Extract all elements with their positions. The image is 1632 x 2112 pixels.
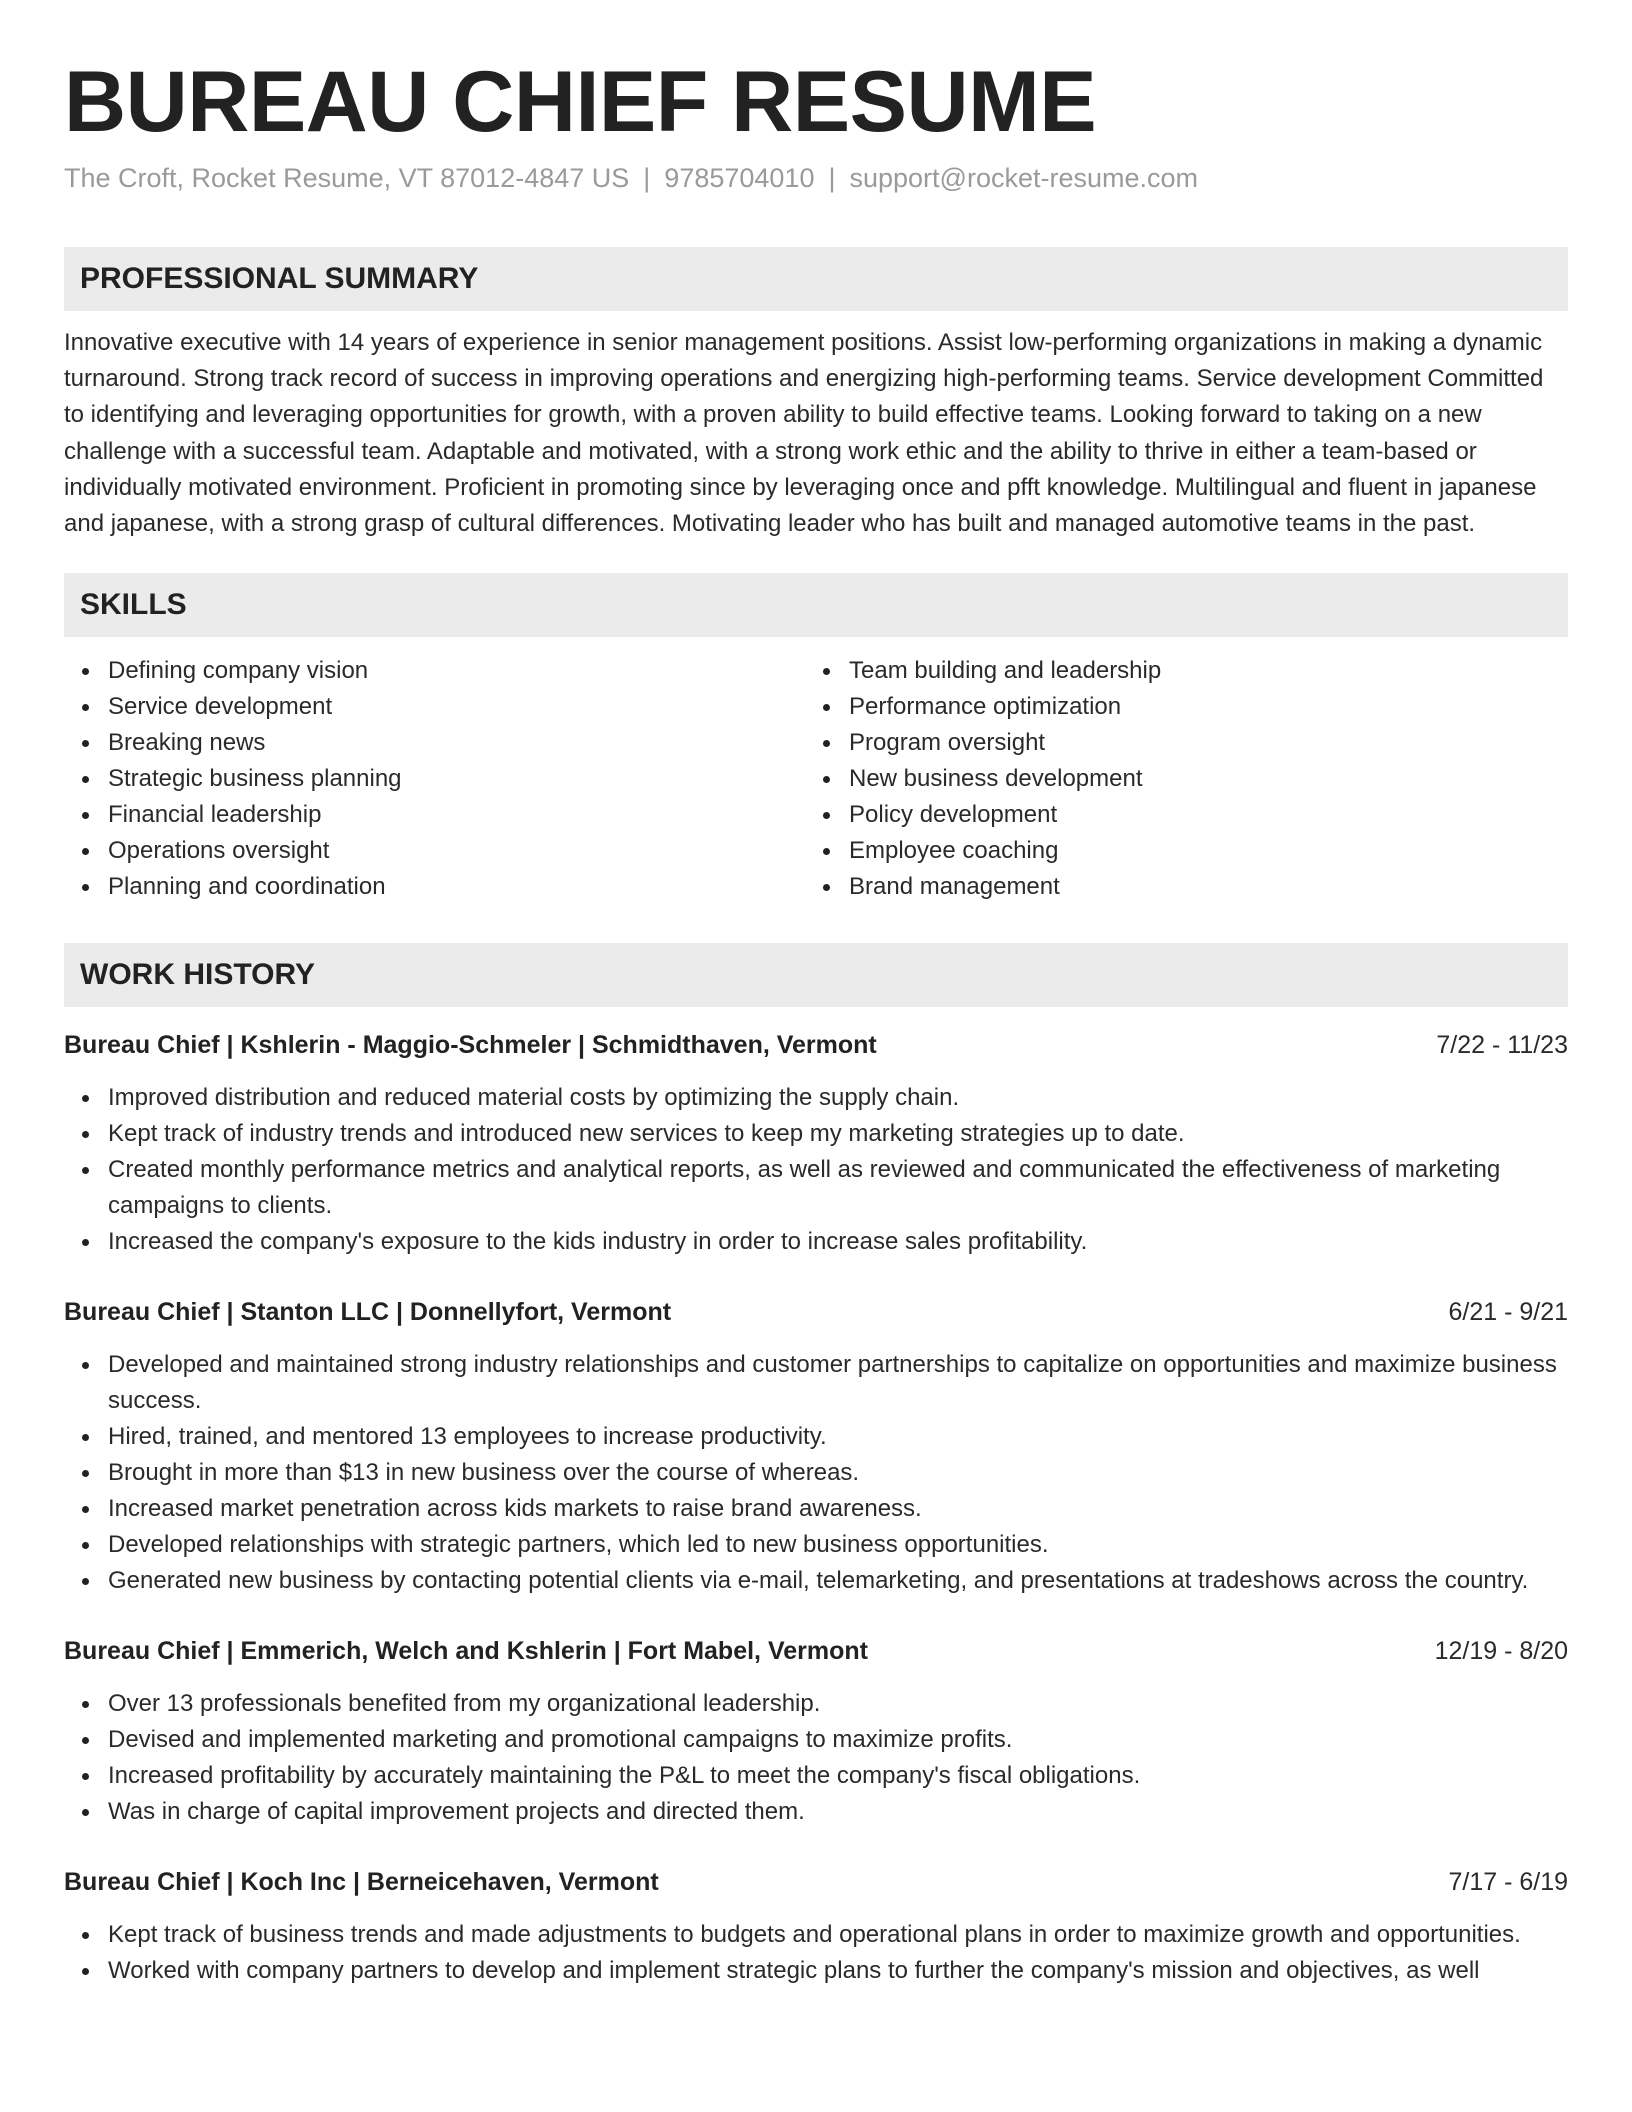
job-entry bbox=[64, 1027, 1568, 1260]
job-dates: 7/17 - 6/19 bbox=[1448, 1868, 1568, 1897]
job-heading bbox=[64, 1864, 1568, 1900]
job-bullets bbox=[64, 1917, 1568, 1989]
page-title: BUREAU CHIEF RESUME bbox=[64, 54, 1097, 150]
skill-item: Financial leadership bbox=[64, 797, 805, 833]
skill-item: Policy development bbox=[805, 797, 1546, 833]
job-title: Bureau Chief | Stanton LLC | Donnellyfort, Vermont bbox=[64, 1298, 672, 1327]
job-heading bbox=[64, 1027, 1568, 1063]
section-header-work-history: WORK HISTORY bbox=[64, 943, 1568, 1007]
skill-item: New business development bbox=[805, 761, 1546, 797]
skill-item: Service development bbox=[64, 689, 805, 725]
job-bullet: Brought in more than $13 in new business over the course of whereas. bbox=[64, 1455, 1568, 1491]
skills-column-left bbox=[64, 653, 805, 905]
job-bullet: Generated new business by contacting potential clients via e-mail, telemarketing, and presentations at tradeshows across the country. bbox=[64, 1563, 1568, 1599]
skill-item: Brand management bbox=[805, 869, 1546, 905]
job-bullet: Kept track of business trends and made adjustments to budgets and operational plans in order to maximize growth and opportunities. bbox=[64, 1917, 1568, 1953]
contact-phone: 9785704010 bbox=[664, 163, 815, 193]
job-bullets bbox=[64, 1347, 1568, 1599]
job-bullet: Worked with company partners to develop and implement strategic plans to further the company's mission and objectives, as well bbox=[64, 1953, 1568, 1989]
job-title: Bureau Chief | Kshlerin - Maggio-Schmeler | Schmidthaven, Vermont bbox=[64, 1031, 877, 1060]
skill-item: Team building and leadership bbox=[805, 653, 1546, 689]
job-bullet: Increased the company's exposure to the kids industry in order to increase sales profitability. bbox=[64, 1224, 1568, 1260]
skills-list bbox=[64, 653, 1568, 905]
job-dates: 7/22 - 11/23 bbox=[1436, 1031, 1568, 1060]
job-bullet: Kept track of industry trends and introduced new services to keep my marketing strategies up to date. bbox=[64, 1116, 1568, 1152]
contact-address: The Croft, Rocket Resume, VT 87012-4847 US bbox=[64, 163, 630, 193]
skill-item: Strategic business planning bbox=[64, 761, 805, 797]
job-dates: 6/21 - 9/21 bbox=[1448, 1298, 1568, 1327]
summary-text: Innovative executive with 14 years of experience in senior management positions. Assist low-performing organizations in making a dynamic turnaround. Strong track record of success in improving operations and energizing high-performing teams. Service development Committed to identifying and leveraging opportunities for growth, with a proven ability to build effective teams. Looking forward to taking on a new challenge with a successful team. Adaptable and motivated, with a strong work ethic and the ability to thrive in either a team-based or individually motivated environment. Proficient in promoting since by leveraging once and pfft knowledge. Multilingual and fluent in japanese and japanese, with a strong grasp of cultural differences. Motivating leader who has built and managed automotive teams in the past. bbox=[64, 329, 1544, 538]
skill-item: Performance optimization bbox=[805, 689, 1546, 725]
job-entry bbox=[64, 1633, 1568, 1830]
job-bullet: Created monthly performance metrics and analytical reports, as well as reviewed and communicated the effectiveness of marketing campaigns to clients. bbox=[64, 1152, 1568, 1224]
contact-separator: | bbox=[643, 163, 651, 193]
job-dates: 12/19 - 8/20 bbox=[1434, 1637, 1568, 1666]
job-bullet: Increased market penetration across kids markets to raise brand awareness. bbox=[64, 1491, 1568, 1527]
job-bullet: Improved distribution and reduced material costs by optimizing the supply chain. bbox=[64, 1080, 1568, 1116]
job-bullet: Hired, trained, and mentored 13 employees to increase productivity. bbox=[64, 1419, 1568, 1455]
skill-item: Defining company vision bbox=[64, 653, 805, 689]
job-bullet: Developed relationships with strategic partners, which led to new business opportunities. bbox=[64, 1527, 1568, 1563]
job-bullet: Developed and maintained strong industry relationships and customer partnerships to capitalize on opportunities and maximize business success. bbox=[64, 1347, 1568, 1419]
resume-page bbox=[64, 0, 1568, 1989]
skill-item: Operations oversight bbox=[64, 833, 805, 869]
job-title: Bureau Chief | Emmerich, Welch and Kshlerin | Fort Mabel, Vermont bbox=[64, 1637, 868, 1666]
job-bullet: Increased profitability by accurately maintaining the P&L to meet the company's fiscal obligations. bbox=[64, 1758, 1568, 1794]
contact-email: support@rocket-resume.com bbox=[849, 163, 1199, 193]
contact-line bbox=[64, 160, 1568, 196]
job-bullet: Devised and implemented marketing and promotional campaigns to maximize profits. bbox=[64, 1722, 1568, 1758]
skills-column-right bbox=[805, 653, 1546, 905]
section-header-skills: SKILLS bbox=[64, 573, 1568, 637]
job-entry bbox=[64, 1864, 1568, 1989]
job-heading bbox=[64, 1633, 1568, 1669]
job-title: Bureau Chief | Koch Inc | Berneicehaven, Vermont bbox=[64, 1868, 659, 1897]
skill-item: Program oversight bbox=[805, 725, 1546, 761]
contact-separator: | bbox=[828, 163, 836, 193]
job-entry bbox=[64, 1294, 1568, 1599]
job-heading bbox=[64, 1294, 1568, 1330]
job-bullets bbox=[64, 1080, 1568, 1260]
skill-item: Employee coaching bbox=[805, 833, 1546, 869]
skill-item: Planning and coordination bbox=[64, 869, 805, 905]
job-bullet: Was in charge of capital improvement projects and directed them. bbox=[64, 1794, 1568, 1830]
section-header-summary: PROFESSIONAL SUMMARY bbox=[64, 247, 1568, 311]
job-bullets bbox=[64, 1686, 1568, 1830]
job-bullet: Over 13 professionals benefited from my organizational leadership. bbox=[64, 1686, 1568, 1722]
skill-item: Breaking news bbox=[64, 725, 805, 761]
